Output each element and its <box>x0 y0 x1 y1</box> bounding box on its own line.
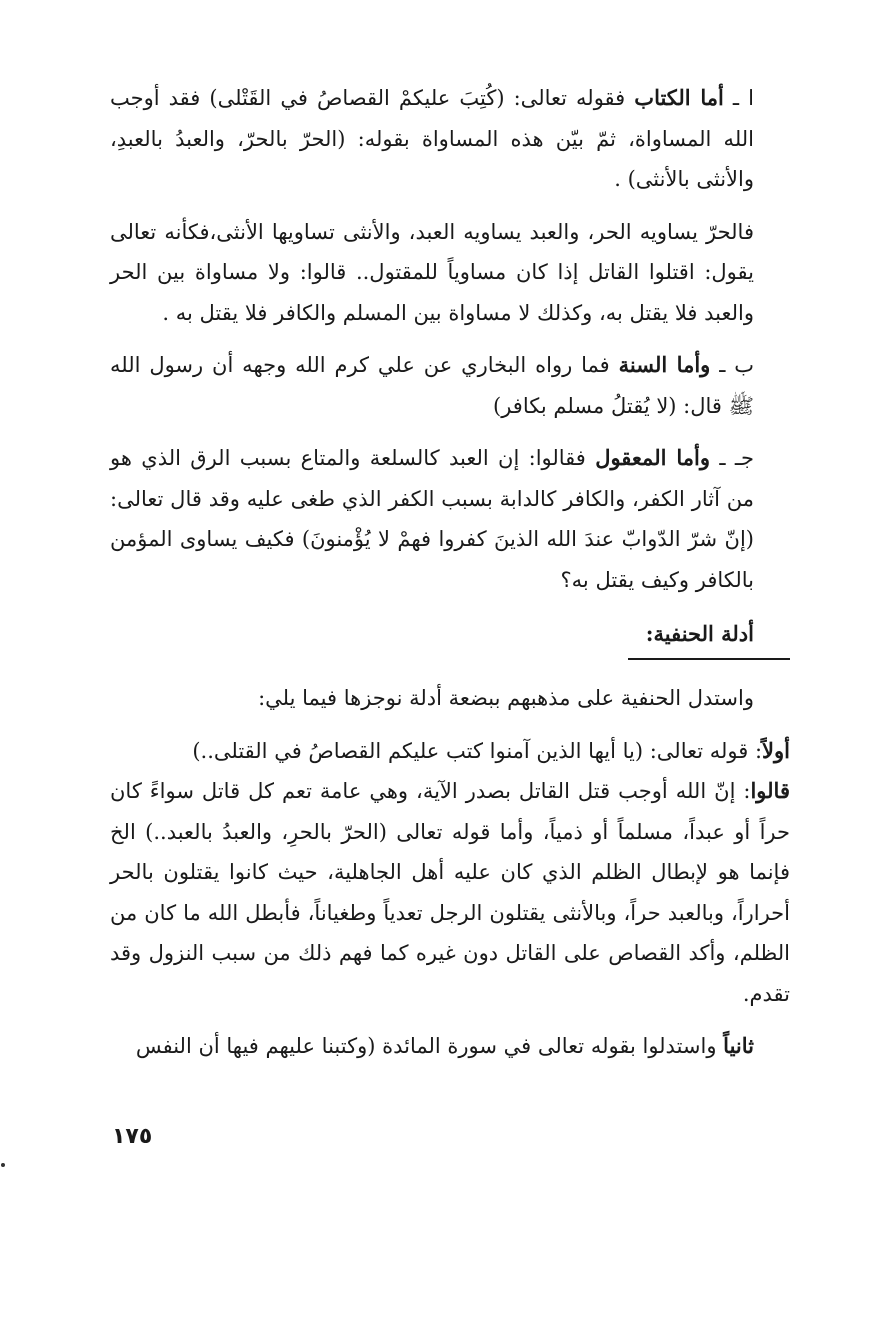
paragraph-hanafi-intro: واستدل الحنفية على مذهبهم ببضعة أدلة نوجزها فيما يلي: <box>258 686 754 710</box>
paragraph-text: فقوله تعالى: (كُتِبَ عليكمْ القصاصُ في القَتْلى) فقد أوجب الله المساواة، ثمّ بيّن هذه المساواة بقوله: (الحرّ بالحرّ، والعبدُ بالعبدِ، والأنثى بالأنثى) . <box>110 86 754 191</box>
paragraph-reason-evidence <box>110 438 790 600</box>
heading-divider <box>628 658 790 660</box>
paragraph-first-evidence <box>110 731 790 1015</box>
bold-term: وأما المعقول <box>595 445 711 470</box>
scan-artifact <box>1 1163 5 1167</box>
section-heading: أدلة الحنفية: <box>645 621 754 646</box>
page-body <box>110 78 790 1079</box>
bold-term: وأما السنة <box>618 352 711 377</box>
bold-term: قالوا <box>750 778 790 803</box>
page-number: ١٧٥ <box>112 1124 153 1149</box>
bold-term: أما الكتاب <box>634 85 724 110</box>
bold-term: أولاً <box>762 737 790 763</box>
paragraph-equality: فالحرّ يساويه الحر، والعبد يساويه العبد، والأنثى تساويها الأنثى،فكأنه تعالى يقول: اقتلوا القاتل إذا كان مساوياً للمقتول.. قالوا: ولا مساواة بين الحر والعبد فلا يقتل به، وكذلك لا مساواة بين المسلم والكافر فلا يقتل به . <box>110 219 754 325</box>
paragraph-second-evidence <box>110 1026 790 1067</box>
paragraph-text: فقالوا: إن العبد كالسلعة والمتاع بسبب الرق الذي هو من آثار الكفر، والكافر كالدابة بسبب الكفر الذي طغى عليه وقد قال تعالى: (إنّ شرّ الدّوابّ عندَ الله الذينَ كفروا فهمْ لا يُؤْمنونَ) فكيف يساوى المؤمن بالكافر وكيف يقتل به؟ <box>110 446 754 592</box>
paragraph-text: : قوله تعالى: (يا أيها الذين آمنوا كتب عليكم القصاصُ في القتلى..) <box>192 738 763 763</box>
paragraph-book-evidence <box>110 78 790 200</box>
item-letter: جـ ـ <box>710 446 754 470</box>
paragraph-sunnah-evidence <box>110 345 790 426</box>
bold-term: ثانياً <box>723 1033 754 1058</box>
paragraph-text: واستدلوا بقوله تعالى في سورة المائدة (وكتبنا عليهم فيها أن النفس <box>135 1034 724 1058</box>
item-letter: ب ـ <box>710 353 754 377</box>
item-letter: ا ـ <box>723 86 754 110</box>
paragraph-text: : إنّ الله أوجب قتل القاتل بصدر الآية، وهي عامة تعم كل قاتل سواءً كان حراً أو عبداً، مسلماً أو ذمياً، وأما قوله تعالى (الحرّ بالحرِ، والعبدُ بالعبد..) الخ فإنما هو لإبطال الظلم الذي كان عليه أهل الجاهلية، حيث كانوا يقتلون بالحر أحراراً، وبالعبد حراً، وبالأنثى يقتلون الرجل تعدياً وطغياناً، فأبطل الله ما كان من الظلم، وأكد القصاص على القاتل دون غيره كما فهم ذلك من سبب النزول وقد تقدم. <box>110 779 790 1006</box>
paragraph-text: فما رواه البخاري عن علي كرم الله وجهه أن رسول الله ﷺ قال: (لا يُقتلُ مسلم بكافر) <box>110 353 754 418</box>
